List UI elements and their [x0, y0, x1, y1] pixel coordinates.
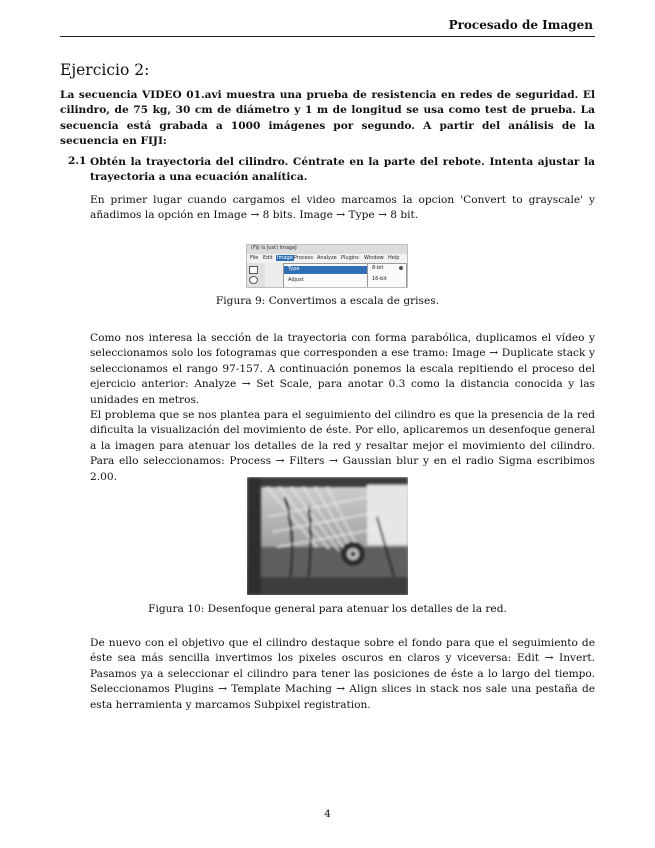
dropdown-item-adjust: Adjust [288, 277, 304, 283]
dropdown-item-type: Type [284, 266, 368, 274]
fiji-menubar [247, 254, 407, 263]
menu-file: File [250, 255, 259, 261]
paragraph-grayscale: En primer lugar cuando cargamos el video marcamos la opcion 'Convert to grayscale' y añadimos la opción en Image → 8 bits. Image → Type → 8 bit. [90, 194, 595, 222]
figure-10-blurred-photo [247, 477, 408, 595]
type-submenu [367, 263, 407, 288]
submenu-item-16bit: 16-bit [372, 276, 387, 282]
figure-9-fiji-menu-screenshot [246, 244, 408, 288]
fiji-tool-icons [247, 263, 265, 287]
oval-tool-icon [249, 276, 258, 284]
paragraph-duplicate-scale: Como nos interesa la sección de la trayectoria con forma parabólica, duplicamos el vídeo y seleccionamos solo los fotogramas que corresponden a ese tramo: Image → Duplicate stack y seleccionamos el rango 97-157. A continuación ponemos la escala repitiendo el proceso del ejercicio anterior: Analyze → Set Scale, para anotar 0.3 como la distancia conocida y las unidades en metros. [90, 332, 595, 406]
radio-selected-icon [399, 266, 403, 270]
figure-9-caption: Figura 9: Convertimos a escala de grises. [215, 295, 440, 307]
subsection-number: 2.1 [68, 155, 87, 167]
page-number: 4 [324, 808, 331, 820]
section-title: Ejercicio 2: [60, 61, 150, 79]
fiji-titlebar [247, 245, 407, 254]
menu-image: Image [277, 255, 293, 261]
menu-edit: Edit [263, 255, 273, 261]
menu-analyze: Analyze [317, 255, 337, 261]
menu-plugins: Plugins [341, 255, 359, 261]
paragraph-invert-template: De nuevo con el objetivo que el cilindro destaque sobre el fondo para que el seguimiento de éste sea más sencilla invertimos los pixeles oscuros en claros y viceversa: Edit → Invert. Pasamos ya a seleccionar el cilindro para tener las posiciones de éste a lo largo del tiempo. Seleccionamos Plugins → Template Maching → Align slices in stack nos sale una pestaña de esta herramienta y marcamos Subpixel registration. [90, 637, 595, 711]
menu-window: Window [364, 255, 384, 261]
header-rule [60, 36, 595, 37]
image-menu-dropdown [283, 263, 369, 288]
running-header: Procesado de Imagen [448, 18, 593, 32]
submenu-item-8bit: 8-bit [372, 265, 384, 271]
menu-process: Process [294, 255, 313, 261]
blurred-net-image [247, 477, 408, 595]
figure-10-caption: Figura 10: Desenfoque general para atenuar los detalles de la red. [148, 603, 507, 615]
fiji-window-title: (Fiji Is Just) ImageJ [251, 245, 297, 251]
menu-help: Help [388, 255, 400, 261]
exercise-statement: La secuencia VIDEO 01.avi muestra una prueba de resistencia en redes de seguridad. El cilindro, de 75 kg, 30 cm de diámetro y 1 m de longitud se usa como test de prueba. La secuencia está grabada a 1000 imágenes por segundo. A partir del análisis de la secuencia en FIJI: [60, 89, 595, 148]
rectangle-tool-icon [249, 266, 258, 274]
paragraph-gaussian-blur: El problema que se nos plantea para el seguimiento del cilindro es que la presencia de la red dificulta la visualización del movimiento de éste. Por ello, aplicaremos un desenfoque general a la imagen para atenuar los detalles de la red y resaltar mejor el movimiento del cilindro. Para ello seleccionamos: Process → Filters → Gaussian blur y en el radio Sigma escribimos 2.00. [90, 409, 595, 483]
subsection-title: Obtén la trayectoria del cilindro. Céntrate en la parte del rebote. Intenta ajustar la trayectoria a una ecuación analítica. [90, 156, 595, 184]
